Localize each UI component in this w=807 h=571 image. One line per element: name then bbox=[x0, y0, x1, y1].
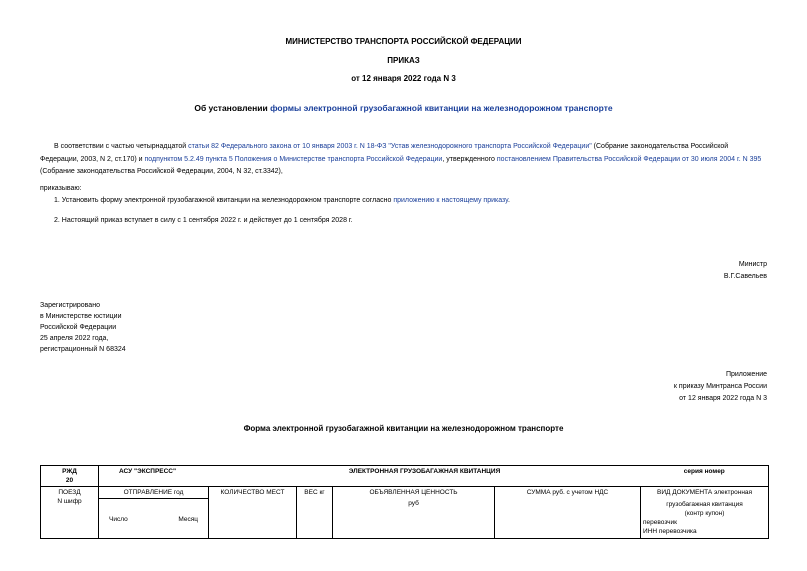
day-label: Число bbox=[109, 516, 128, 523]
places-cell: КОЛИЧЕСТВО МЕСТ bbox=[209, 487, 297, 539]
item1-text: 1. Установить форму электронной грузобагажной квитанции на железнодорожном транспорте согласно bbox=[54, 197, 394, 204]
departure-cell bbox=[99, 487, 209, 539]
registration-line: Российской Федерации bbox=[40, 324, 117, 331]
form-heading-cell: ЭЛЕКТРОННАЯ ГРУЗОБАГАЖНАЯ КВИТАНЦИЯ bbox=[209, 466, 641, 487]
doc-title-prefix: Об установлении bbox=[194, 103, 271, 113]
order-item-1 bbox=[54, 197, 510, 204]
registration-block bbox=[40, 300, 126, 355]
rub-label: руб bbox=[408, 500, 419, 507]
registration-line: 25 апреля 2022 года, bbox=[40, 335, 109, 342]
resolution-link[interactable]: постановлением Правительства Российской Федерации от 30 июля 2004 г. N 395 bbox=[496, 155, 762, 163]
doc-type: ПРИКАЗ bbox=[387, 56, 420, 65]
form-row-fields bbox=[41, 487, 769, 539]
doc-title-link[interactable]: формы электронной грузобагажной квитанции на железнодорожном транспорте bbox=[270, 103, 613, 113]
weight-cell: ВЕС кг bbox=[297, 487, 333, 539]
doc-kind-label: ВИД ДОКУМЕНТА электронная bbox=[657, 489, 753, 496]
declared-value-cell bbox=[333, 487, 495, 539]
signature-position: Министр bbox=[738, 261, 767, 268]
registration-line: регистрационный N 68324 bbox=[40, 346, 126, 353]
rzd-label: РЖД bbox=[62, 468, 77, 475]
doc-title bbox=[0, 103, 807, 113]
preamble-text-2: (Собрание законодательства Российской Федерации, 2003, N 2, ст.170) и bbox=[40, 143, 729, 163]
appendix-line: Приложение bbox=[725, 371, 767, 378]
rzd-number: 20 bbox=[65, 477, 74, 484]
carrier-inn-label: ИНН перевозчика bbox=[643, 528, 697, 535]
registration-line: в Министерстве юстиции bbox=[40, 313, 122, 320]
regulation-link[interactable]: подпунктом 5.2.49 пункта 5 Положения о Министерстве транспорта Российской Федерации bbox=[144, 155, 443, 163]
preamble-text-3: , утвержденного bbox=[442, 155, 497, 163]
departure-label: ОТПРАВЛЕНИЕ год bbox=[99, 487, 208, 499]
preamble-text-4: (Собрание законодательства Российской Федерации, 2004, N 32, ст.3342), bbox=[40, 168, 283, 175]
sum-cell: СУММА руб. с учетом НДС bbox=[495, 487, 641, 539]
asu-cell: АСУ "ЭКСПРЕСС" bbox=[99, 466, 209, 487]
preamble-text-1: В соответствии с частью четырнадцатой bbox=[54, 143, 189, 150]
appendix-line: к приказу Минтранса России bbox=[673, 383, 767, 390]
receipt-form-table bbox=[40, 465, 769, 539]
carrier-label: перевозчик bbox=[643, 519, 677, 526]
appendix-line: от 12 января 2022 года N 3 bbox=[679, 395, 767, 402]
ministry-title: МИНИСТЕРСТВО ТРАНСПОРТА РОССИЙСКОЙ ФЕДЕРАЦИИ bbox=[285, 37, 522, 46]
form-title: Форма электронной грузобагажной квитанции на железнодорожном транспорте bbox=[243, 424, 564, 433]
appendix-link[interactable]: приложению к настоящему приказу bbox=[393, 197, 508, 204]
law-link[interactable]: статьи 82 Федерального закона от 10 января 2003 г. N 18-ФЗ "Устав железнодорожного транспорта Российской Федерации" bbox=[188, 143, 592, 150]
doc-kind-cell bbox=[641, 487, 769, 539]
registration-line: Зарегистрировано bbox=[40, 302, 100, 309]
month-label: Месяц bbox=[178, 516, 198, 523]
order-item-2: 2. Настоящий приказ вступает в силу с 1 сентября 2022 г. и действует до 1 сентября 2028 г. bbox=[54, 217, 353, 224]
series-cell: серия номер bbox=[641, 466, 769, 487]
signature-name: В.Г.Савельев bbox=[723, 273, 767, 280]
preamble-paragraph bbox=[40, 141, 768, 179]
order-word: приказываю: bbox=[40, 185, 82, 192]
rzd-cell bbox=[41, 466, 99, 487]
train-label: ПОЕЗД bbox=[58, 489, 81, 496]
form-row-header bbox=[41, 466, 769, 487]
departure-subfields bbox=[99, 515, 208, 524]
doc-date-number: от 12 января 2022 года N 3 bbox=[351, 74, 456, 83]
doc-kind-line2: грузобагажная квитанция bbox=[666, 501, 743, 508]
doc-kind-line3: (контр купон) bbox=[684, 510, 725, 517]
declared-value-label: ОБЪЯВЛЕННАЯ ЦЕННОСТЬ bbox=[369, 489, 458, 496]
appendix-header bbox=[674, 369, 767, 405]
train-code-label: N шифр bbox=[57, 498, 82, 505]
item1-end: . bbox=[507, 197, 510, 204]
train-cell bbox=[41, 487, 99, 539]
signature-block bbox=[724, 259, 767, 283]
